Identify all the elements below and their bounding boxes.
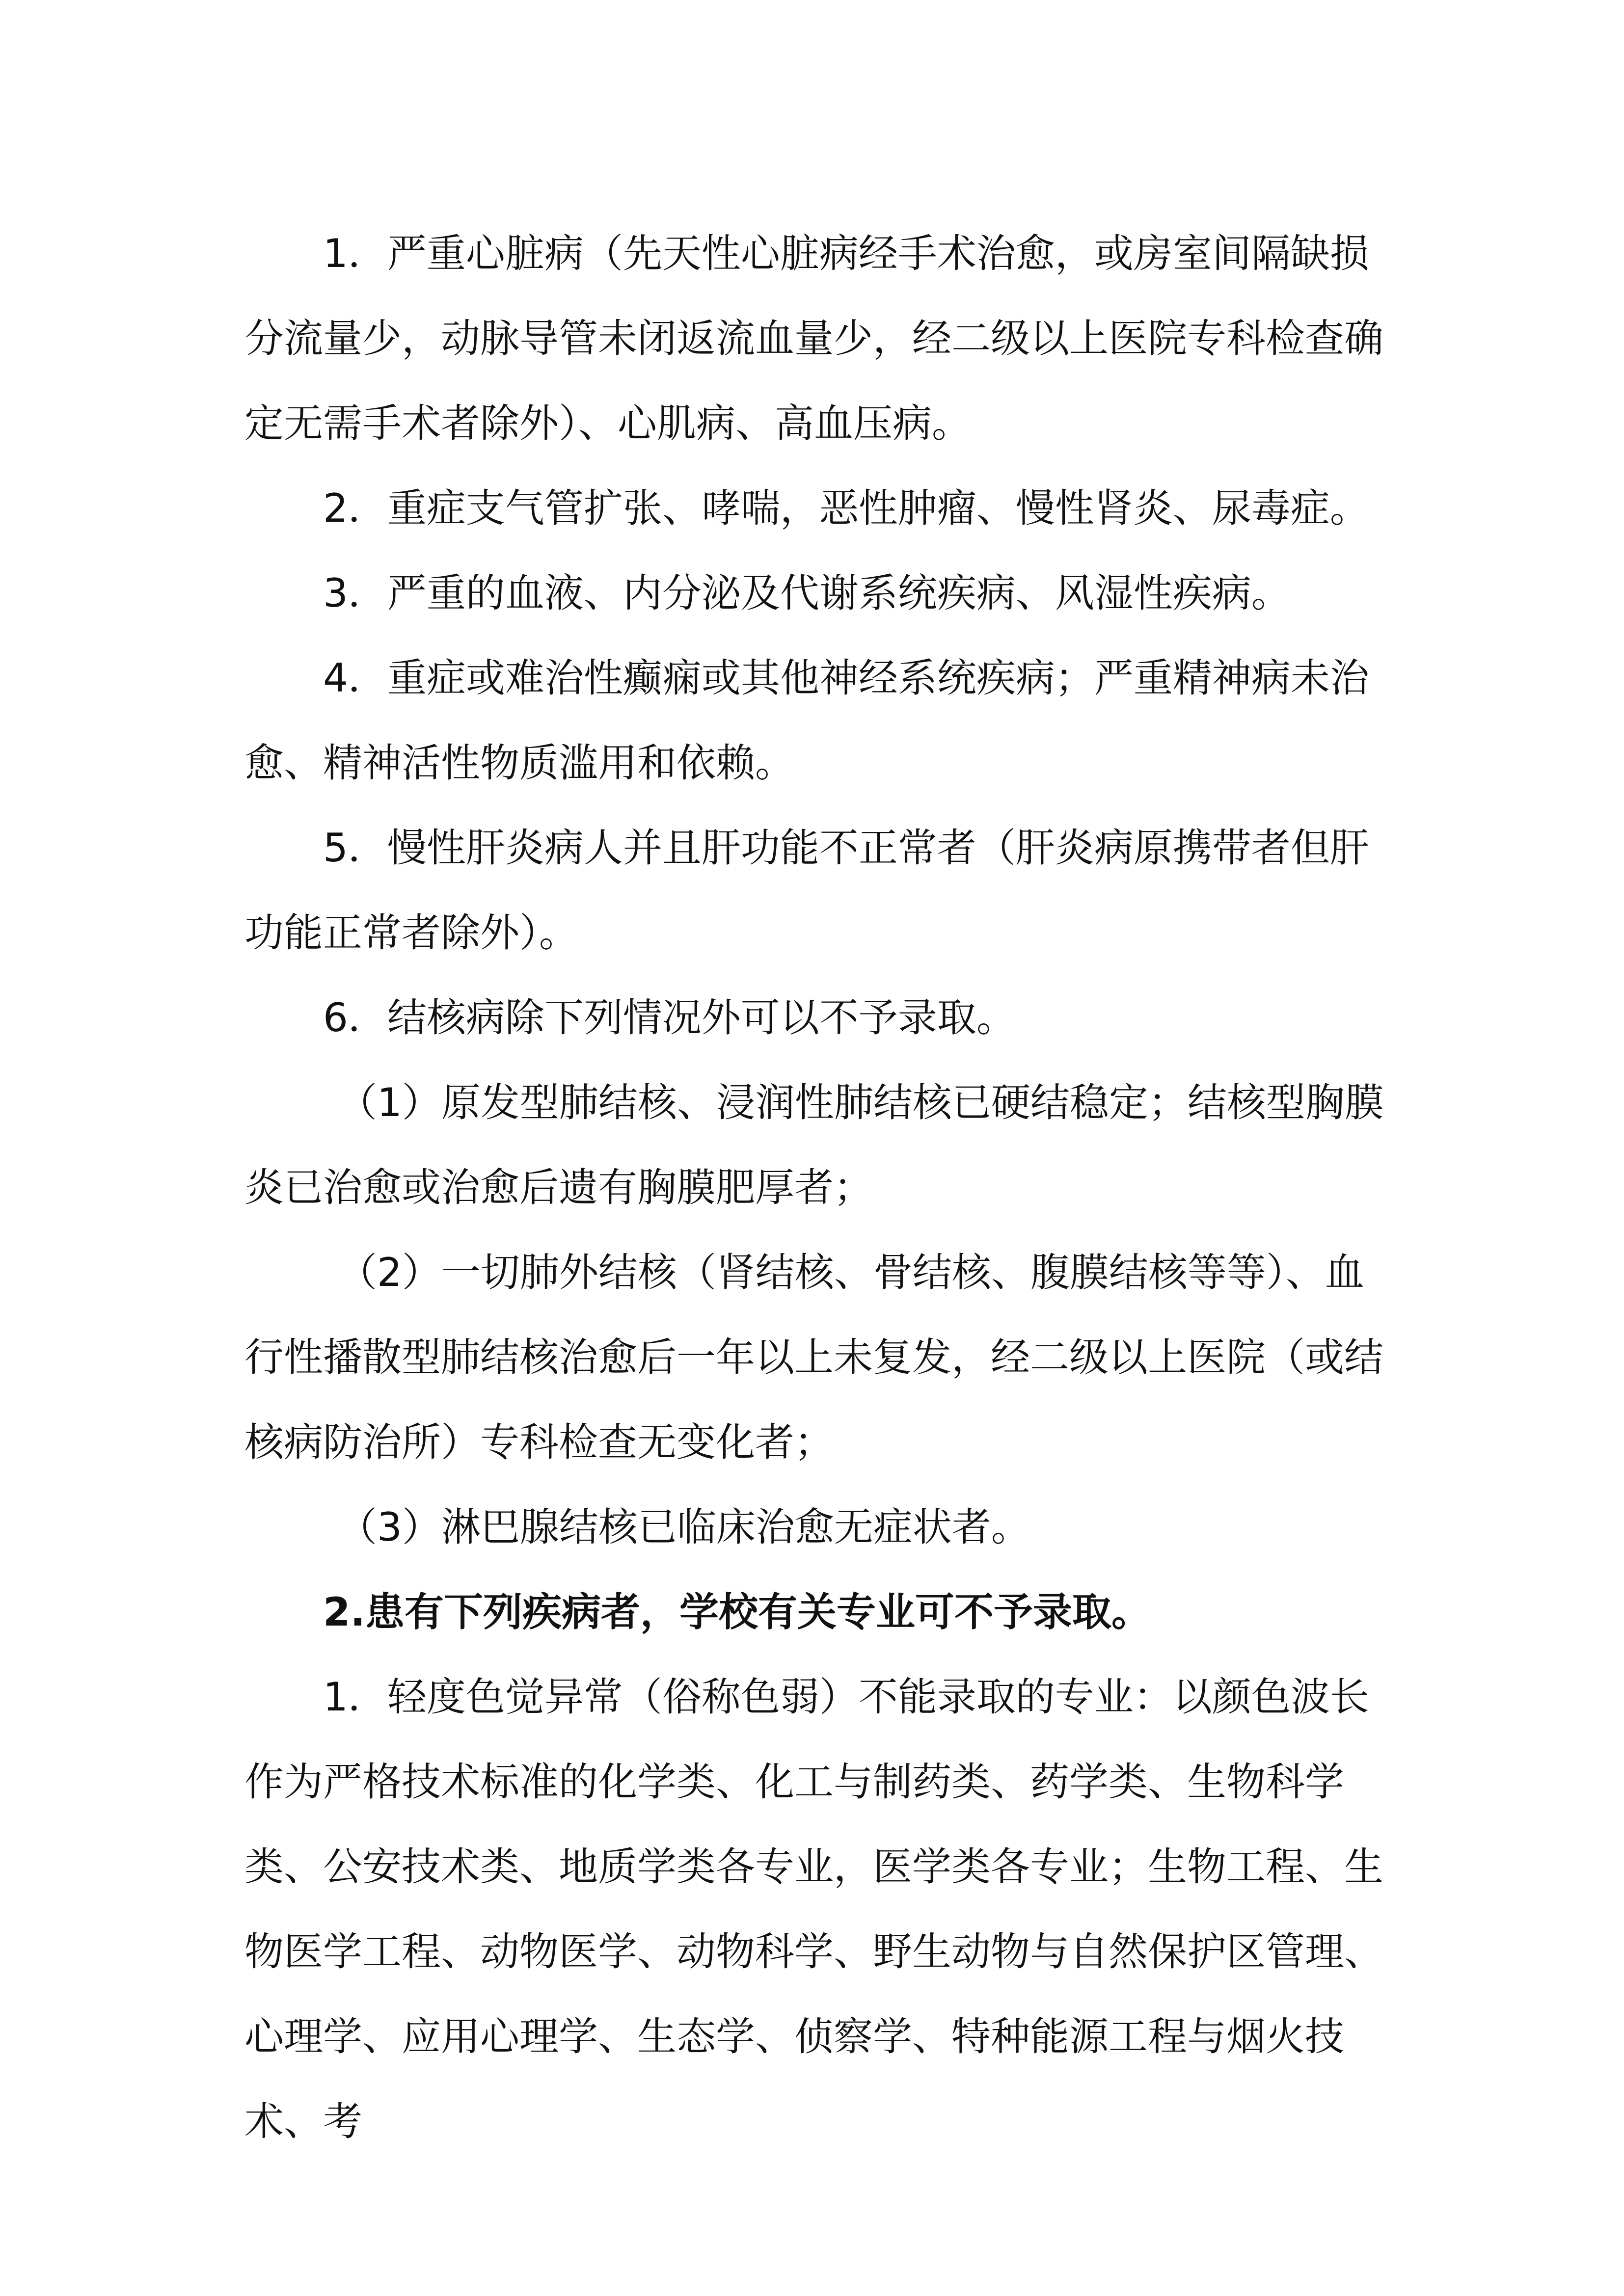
- document-page: [244, 211, 1403, 2164]
- section-heading: 2.患有下列疾病者，学校有关专业可不予录取。: [323, 1589, 1151, 1635]
- paragraph-tuberculosis-item-2: （2）一切肺外结核（肾结核、骨结核、腹膜结核等等）、血行性播散型肺结核治愈后一年以上未复发，经二级以上医院（或结核病防治所）专科检查无变化者；: [244, 1250, 1383, 1465]
- paragraph-epilepsy: 4．重症或难治性癫痫或其他神经系统疾病；严重精神病未治愈、精神活性物质滥用和依赖。: [244, 655, 1369, 786]
- paragraph-bronchiectasis: 2．重症支气管扩张、哮喘，恶性肿瘤、慢性肾炎、尿毒症。: [323, 485, 1369, 531]
- paragraph-hepatitis: 5．慢性肝炎病人并且肝功能不正常者（肝炎病原携带者但肝功能正常者除外）。: [244, 825, 1369, 956]
- paragraph-blood-endocrine: 3．严重的血液、内分泌及代谢系统疾病、风湿性疾病。: [323, 570, 1291, 616]
- paragraph-tuberculosis: 6．结核病除下列情况外可以不予录取。: [323, 995, 1016, 1041]
- paragraph-color-weakness: 1．轻度色觉异常（俗称色弱）不能录取的专业：以颜色波长作为严格技术标准的化学类、化工与制药类、药学类、生物科学类、公安技术类、地质学类各专业，医学类各专业；生物工程、生物医学工程、动物医学、动物科学、野生动物与自然保护区管理、心理学、应用心理学、生态学、侦察学、特种能源工程与烟火技术、考: [244, 1674, 1383, 2144]
- paragraph-tuberculosis-item-3: （3）淋巴腺结核已临床治愈无症状者。: [338, 1504, 1030, 1550]
- paragraph-heart-disease: 1．严重心脏病（先天性心脏病经手术治愈，或房室间隔缺损分流量少，动脉导管未闭返流血量少，经二级以上医院专科检查确定无需手术者除外）、心肌病、高血压病。: [244, 231, 1383, 446]
- paragraph-tuberculosis-item-1: （1）原发型肺结核、浸润性肺结核已硬结稳定；结核型胸膜炎已治愈或治愈后遗有胸膜肥厚者；: [244, 1080, 1384, 1210]
